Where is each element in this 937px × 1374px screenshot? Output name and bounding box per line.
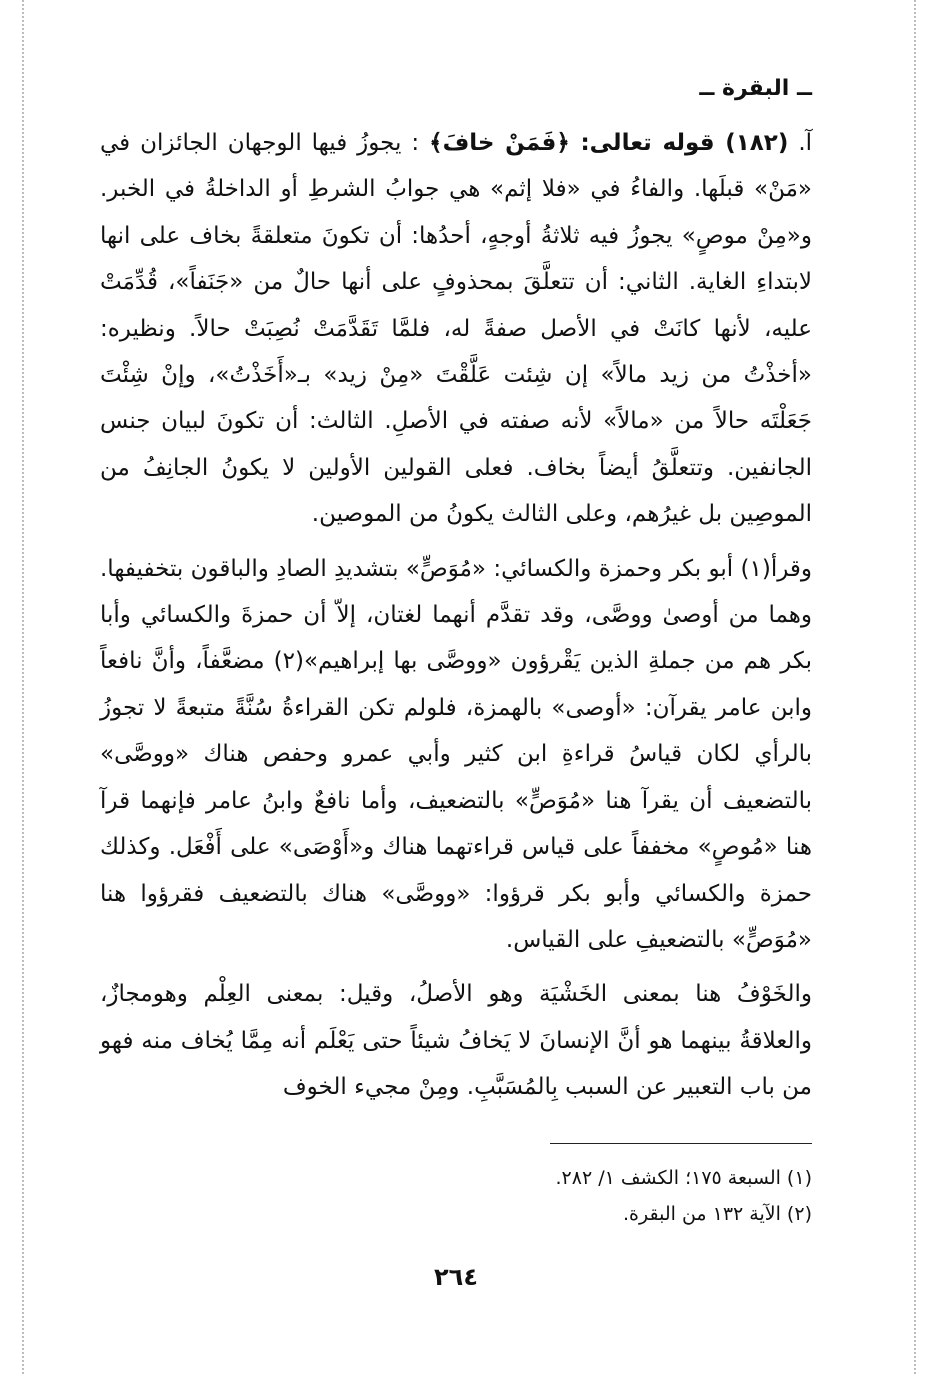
footnotes bbox=[100, 1160, 812, 1232]
footnote-divider bbox=[550, 1143, 812, 1144]
paragraph-readings bbox=[100, 546, 812, 964]
verse-reference: (١٨٢) قوله تعالى: ﴿فَمَنْ خافَ﴾ bbox=[429, 130, 789, 156]
scan-edge-right bbox=[914, 0, 916, 1374]
paragraph-text: : يجوزُ فيها الوجهان الجائزان في «مَنْ» قبلَها. والفاءُ في «فلا إثم» هي جوابُ الشرطِ أو الداخلةُ في الخبر. و«مِنْ موصٍ» يجوزُ فيه ثلاثةُ أوجهٍ، أحدُها: أن تكونَ متعلقةً بخاف على انها لابتداءِ الغاية. الثاني: أن تتعلَّقَ بمحذوفٍ على أنها حالٌ من «جَنَفاً»، قُدِّمَتْ عليه، لأنها كانَتْ في الأصل صفةً له، فلمَّا تَقَدَّمَتْ نُصِبَتْ حالاً. ونظيره: «أخذْتُ من زيد مالاً» إن شِئت عَلَّقْتَ «مِنْ زيد» بـ«أَخَذْتُ»، وإنْ شِئْتَ جَعَلْتَه حالاً من «مالاً» لأنه صفته في الأصلِ. الثالث: أن تكونَ لبيان جنس الجانفين. وتتعلَّقُ أيضاً بخاف. فعلى القولين الأولين لا يكونُ الجانِفُ من الموصِين بل غيرُهم، وعلى الثالث يكونُ من الموصين. bbox=[100, 130, 812, 528]
paragraph-label: آ. bbox=[798, 130, 813, 156]
paragraph-text: وقرأ(١) أبو بكر وحمزة والكسائي: «مُوَصٍّ» بتشديدِ الصادِ والباقون بتخفيفها. وهما من أوصىٰ ووصَّى، وقد تقدَّم أنهما لغتان، إلاّ أن حمزةَ والكسائي وأبا بكر هم من جملةِ الذين يَقْرؤون «ووصَّى بها إبراهيم»(٢) مضعَّفاً، وأنَّ نافعاً وابن عامر يقرآن: «أوصى» بالهمزة، فلولم تكن القراءةُ سُنَّةً متبعةً لا تجوزُ بالرأي لكان قياسُ قراءةِ ابن كثير وأبي عمرو وحفص هناك «ووصَّى» بالتضعيف أن يقرآ هنا «مُوَصٍّ» بالتضعيف، وأما نافعٌ وابنُ عامر فإنهما قرآ هنا «مُوصٍ» مخففاً على قياس قراءتهما هناك و«أَوْصَى» على أَفْعَل. وكذلك حمزة والكسائي وأبو بكر قرؤوا: «ووصَّى» هناك بالتضعيف فقرؤوا هنا «مُوَصٍّ» بالتضعيفِ على القياس. bbox=[100, 555, 812, 953]
footnote-2: (٢) الآية ١٣٢ من البقرة. bbox=[623, 1203, 812, 1225]
paragraph-verse-182 bbox=[100, 120, 812, 538]
paragraph-text: والخَوْفُ هنا بمعنى الخَشْيَة وهو الأصلُ، وقيل: بمعنى العِلْم وهومجازٌ، والعلاقةُ بينهما هو أنَّ الإنسانَ لا يَخافُ شيئاً حتى يَعْلَم أنه مِمَّا يُخاف منه فهو من باب التعبير عن السبب بِالمُسَبَّبِ. ومِنْ مجيء الخوف bbox=[100, 981, 812, 1101]
body-text bbox=[100, 120, 812, 1119]
scan-edge-left bbox=[22, 0, 24, 1374]
page-number: ٢٦٤ bbox=[434, 1263, 478, 1291]
running-head: ــ البقرة ــ bbox=[699, 76, 812, 101]
paragraph-khawf bbox=[100, 971, 812, 1110]
footnote-1: (١) السبعة ١٧٥؛ الكشف ١/ ٢٨٢. bbox=[555, 1167, 812, 1189]
book-page bbox=[100, 0, 812, 1374]
